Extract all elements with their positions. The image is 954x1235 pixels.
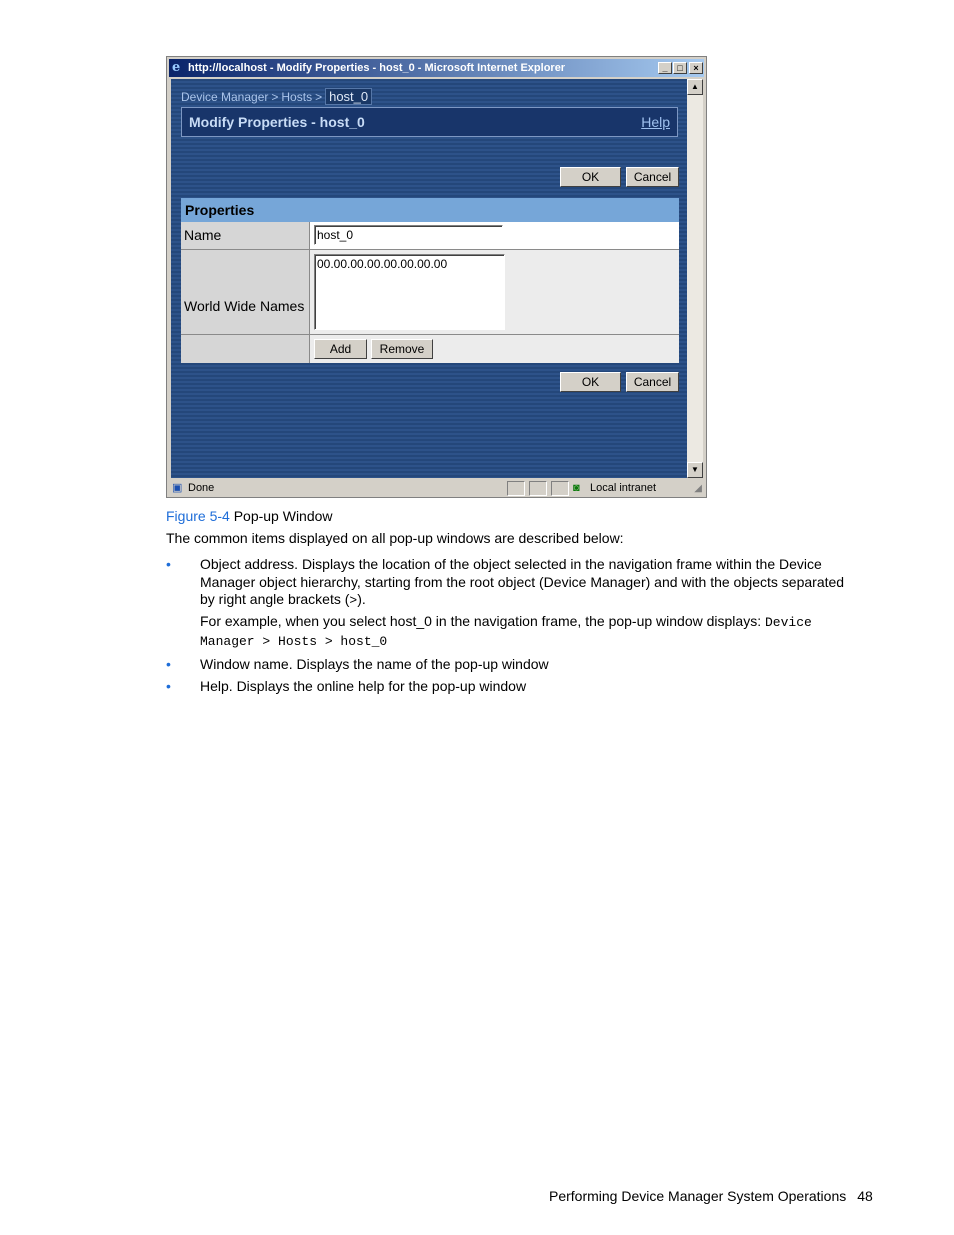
bullet-marker: • (166, 656, 171, 672)
scroll-down-icon[interactable]: ▼ (687, 462, 703, 478)
wwn-textarea[interactable]: 00.00.00.00.00.00.00.00 (314, 254, 505, 330)
popup-content (171, 79, 687, 478)
properties-table (181, 198, 679, 356)
breadcrumb (181, 89, 372, 104)
wwn-label: World Wide Names (181, 250, 310, 334)
bullet-window-name: Window name. Displays the name of the pop-up window (200, 656, 549, 672)
local-intranet-icon: ◙ (573, 482, 580, 494)
bullet-marker: • (166, 678, 171, 694)
wwn-actions-label (181, 335, 310, 363)
resize-grip-icon[interactable]: ◢ (694, 483, 702, 494)
name-row (181, 222, 679, 250)
status-text: Done (188, 482, 215, 494)
figure-number: Figure 5-4 (166, 508, 230, 524)
status-panel (551, 481, 569, 496)
cancel-button-top[interactable]: Cancel (626, 167, 679, 187)
status-panel (507, 481, 525, 496)
window-title: http://localhost - Modify Properties - host_0 - Microsoft Internet Explorer (188, 62, 566, 74)
close-button[interactable]: × (689, 62, 703, 74)
bullet-object-address (200, 556, 855, 610)
wwn-actions-cell (311, 335, 679, 363)
bracket-code: > (349, 593, 358, 608)
scroll-up-icon[interactable]: ▲ (687, 79, 703, 95)
window-name-header (181, 107, 678, 137)
breadcrumb-device-manager[interactable]: Device Manager (181, 90, 269, 104)
example-code: Device Manager > Hosts > host_0 (200, 615, 812, 649)
figure-title: Pop-up Window (233, 508, 333, 524)
page-footer (549, 1188, 873, 1204)
properties-heading: Properties (181, 198, 679, 222)
bullet-marker: • (166, 556, 171, 572)
object-address-example (200, 613, 855, 650)
example-text: For example, when you select host_0 in the navigation frame, the pop-up window displays: (200, 613, 765, 629)
ie-icon: e (172, 60, 181, 75)
minimize-button[interactable]: _ (658, 62, 672, 74)
wwn-value-cell (311, 250, 679, 334)
bullet-object-address-end: ). (357, 591, 366, 607)
ok-button-bottom[interactable]: OK (560, 372, 621, 392)
maximize-button[interactable]: □ (673, 62, 687, 74)
cancel-button-bottom[interactable]: Cancel (626, 372, 679, 392)
breadcrumb-separator: > (271, 90, 279, 104)
help-link[interactable]: Help (641, 114, 670, 130)
name-label: Name (181, 222, 310, 249)
add-button[interactable]: Add (314, 339, 367, 359)
bullet-object-address-text: Object address. Displays the location of the object selected in the navigation frame within the Device Manager object hierarchy, starting from the root object (Device Manager) and with the objects separated by right angle brackets ( (200, 556, 845, 607)
page-number: 48 (857, 1188, 873, 1204)
zone-text: Local intranet (590, 482, 657, 494)
window-titlebar (169, 59, 704, 77)
ok-button-top[interactable]: OK (560, 167, 621, 187)
bullet-help: Help. Displays the online help for the pop-up window (200, 678, 527, 694)
popup-window-screenshot (166, 56, 707, 498)
wwn-actions-row (181, 335, 679, 363)
status-bar (169, 480, 704, 497)
page-icon: ▣ (172, 482, 183, 494)
remove-button[interactable]: Remove (371, 339, 433, 359)
name-value-cell (311, 222, 679, 249)
window-name: Modify Properties - host_0 (189, 114, 365, 130)
intro-paragraph: The common items displayed on all pop-up windows are described below: (166, 530, 624, 546)
vertical-scrollbar[interactable] (687, 79, 703, 478)
breadcrumb-hosts[interactable]: Hosts (281, 90, 313, 104)
name-field[interactable]: host_0 (314, 225, 503, 245)
breadcrumb-current: host_0 (325, 88, 372, 105)
status-panel (529, 481, 547, 496)
footer-text: Performing Device Manager System Operations (549, 1188, 847, 1204)
figure-caption (166, 508, 333, 524)
wwn-row (181, 250, 679, 335)
breadcrumb-separator: > (315, 90, 323, 104)
